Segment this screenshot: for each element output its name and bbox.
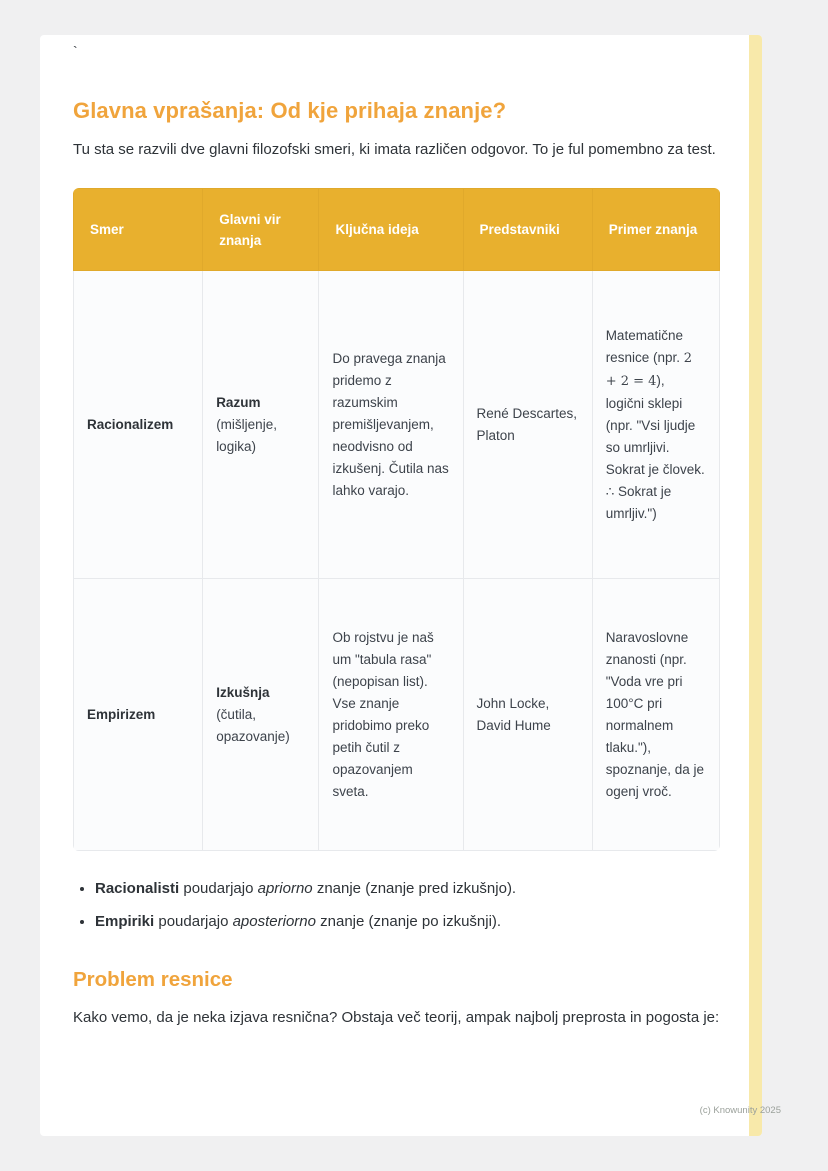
bullet-bold-racionalisti: Racionalisti — [95, 880, 180, 897]
page-title: Glavna vprašanja: Od kje prihaja znanje? — [73, 98, 507, 123]
table-row-empirizem — [74, 579, 720, 851]
column-header-smer: Smer — [74, 189, 203, 271]
cell-predstavniki-racionalizem: René Descartes, Platon — [463, 271, 592, 579]
column-header-glavni-vir: Glavni vir znanja — [203, 189, 319, 271]
intro-paragraph: Tu sta se razvili dve glavni filozofski smeri, ki imata različen odgovor. To je ful pomembno za test. — [73, 141, 716, 158]
footer-credit: (c) Knowunity 2025 — [699, 1105, 781, 1116]
comparison-table — [73, 188, 720, 851]
math-expression: 2 + 2 = 4 — [605, 350, 693, 389]
term-racionalizem: Racionalizem — [87, 416, 174, 432]
term-empirizem: Empirizem — [87, 706, 156, 722]
column-header-kljucna-ideja: Ključna ideja — [319, 189, 463, 271]
problem-resnice-paragraph: Kako vemo, da je neka izjava resnična? Obstaja več teorij, ampak najbolj preprosta in pogosta je: — [73, 1009, 720, 1026]
cell-smer-racionalizem — [74, 271, 203, 579]
column-header-predstavniki: Predstavniki — [463, 189, 592, 271]
bullet-mid-0: poudarjajo — [179, 880, 258, 897]
cell-primer-empirizem: Naravoslovne znanosti (npr. "Voda vre pri 100°C pri normalnem tlaku."), spoznanje, da je ogenj vroč. — [592, 579, 719, 851]
stray-character: ` — [73, 43, 78, 59]
cell-vir-empirizem — [203, 579, 319, 851]
table-row-racionalizem — [74, 271, 720, 579]
bullet-italic-apriorno: apriorno — [257, 880, 313, 897]
cell-ideja-racionalizem: Do pravega znanja pridemo z razumskim premišljevanjem, neodvisno od izkušenj. Čutila nas lahko varajo. — [319, 271, 463, 579]
cell-vir-racionalizem — [203, 271, 319, 579]
term-izkusnja: Izkušnja — [216, 684, 270, 700]
bullet-rest-1: znanje (znanje po izkušnji). — [315, 913, 502, 930]
cell-ideja-empirizem: Ob rojstvu je naš um "tabula rasa" (nepopisan list). Vse znanje pridobimo preko petih čutil z opazovanjem sveta. — [319, 579, 463, 851]
table-header-row — [74, 189, 720, 271]
cell-predstavniki-empirizem: John Locke, David Hume — [463, 579, 592, 851]
bullet-bold-empiriki: Empiriki — [95, 913, 155, 930]
primer-text-pre: Matematične resnice (npr. — [605, 327, 684, 365]
comparison-table-wrapper — [73, 188, 720, 851]
term-razum: Razum — [216, 394, 261, 410]
bullet-rest-0: znanje (znanje pred izkušnjo). — [312, 880, 517, 897]
vir-detail-empirizem: (čutila, opazovanje) — [216, 706, 290, 744]
cell-smer-empirizem — [74, 579, 203, 851]
column-header-primer-znanja: Primer znanja — [592, 189, 719, 271]
section-title-problem-resnice: Problem resnice — [73, 968, 233, 991]
bullet-italic-aposteriorno: aposteriorno — [232, 913, 316, 930]
bullet-item-empiriki — [95, 910, 720, 933]
bullet-mid-1: poudarjajo — [154, 913, 233, 930]
primer-text-post: ), logični sklepi (npr. "Vsi ljudje so umrljivi. Sokrat je človek. ∴ Sokrat je umrljiv.") — [605, 372, 705, 521]
bullet-list — [73, 877, 720, 933]
vir-detail-racionalizem: (mišljenje, logika) — [216, 416, 277, 454]
cell-primer-racionalizem — [592, 271, 719, 579]
bullet-item-racionalisti — [95, 877, 720, 900]
note-card — [40, 35, 781, 1136]
note-content — [40, 35, 762, 1030]
